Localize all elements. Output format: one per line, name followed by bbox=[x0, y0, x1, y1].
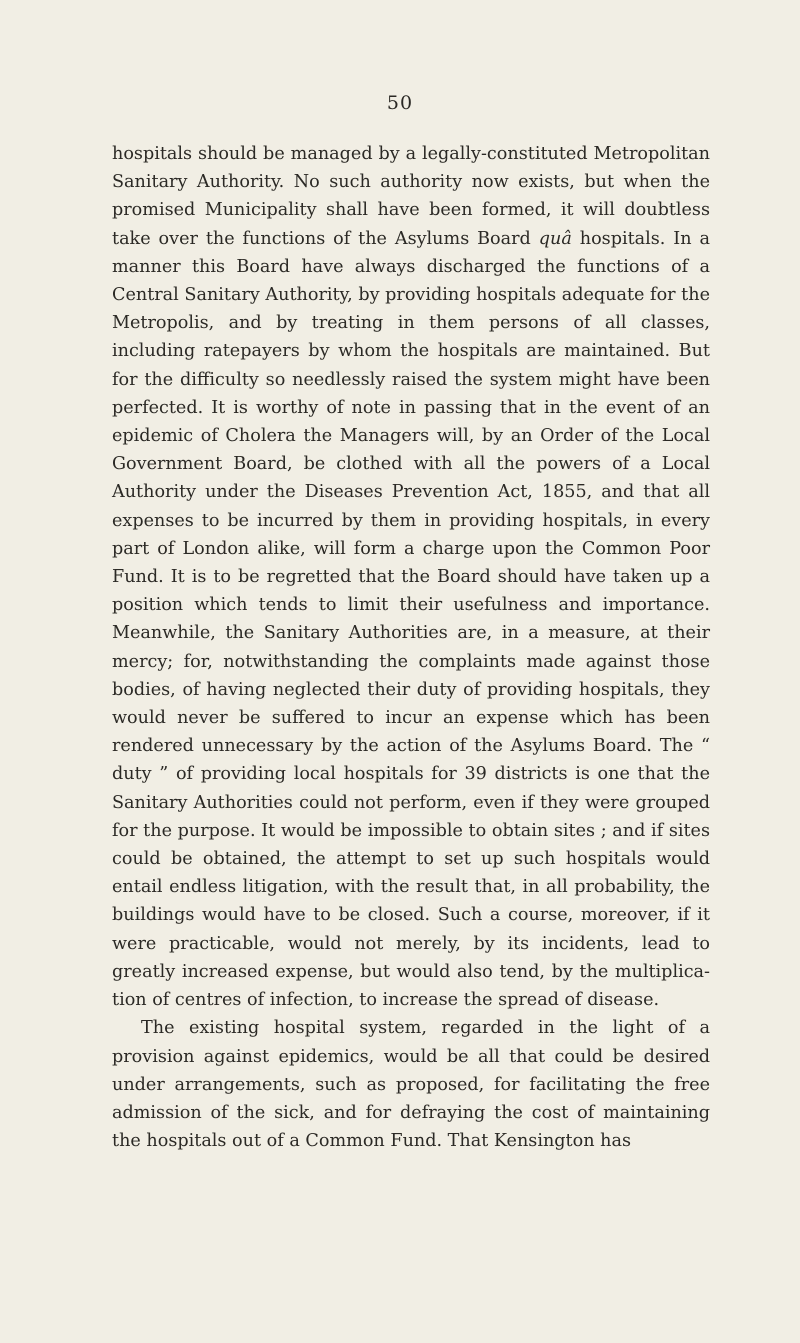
paragraph-1-text-b: hospitals. In a manner this Board have always discharged the functions of a Central Sanitary Authority, by providing hospitals adequate for the Metropolis, and by treating in them persons of all classes, including ratepayers by whom the hospitals are maintained. But for the difficulty so needlessly raised the system might have been perfected. It is worthy of note in passing that in the event of an epidemic of Cholera the Managers will, by an Order of the Local Government Board, be clothed with all the powers of a Local Authority under the Diseases Prevention Act, 1855, and that all expenses to be incurred by them in providing hospitals, in every part of London alike, will form a charge upon the Common Poor Fund. It is to be regretted that the Board should have taken up a position which tends to limit their usefulness and importance. Meanwhile, the Sanitary Authorities are, in a measure, at their mercy; for, notwithstanding the complaints made against those bodies, of having neglected their duty of providing hospitals, they would never be suffered to incur an expense which has been rendered unnecessary by the action of the Asylums Board. The “ duty ” of providing local hospitals for 39 districts is one that the Sanitary Authorities could not perform, even if they were grouped for the purpose. It would be impossible to obtain sites ; and if sites could be obtained, the attempt to set up such hospitals would entail endless litigation, with the result that, in all probability, the buildings would have to be closed. Such a course, moreover, if it were practicable, would not merely, by its incidents, lead to greatly increased expense, but would also tend, by the multiplication of centres of infection, to increase the spread of disease. bbox=[112, 228, 710, 1011]
paragraph-1 bbox=[112, 140, 710, 1014]
paragraph-1-italic: quâ bbox=[538, 228, 572, 249]
paragraph-1-text-a: hospitals should be managed by a legally-constituted Metropolitan Sanitary Authority. No such authority now exists, but when the promised Municipality shall have been formed, it will doubtless take over the functions of the Asylums Board bbox=[112, 144, 710, 249]
page-number: 50 bbox=[386, 92, 414, 114]
body-text bbox=[112, 140, 710, 1155]
paragraph-2: The existing hospital system, regarded in the light of a provision against epidemics, would be all that could be desired under arrangements, such as proposed, for facilitating the free admission of the sick, and for defraying the cost of maintaining the hospitals out of a Common Fund. That Kensington has bbox=[112, 1018, 710, 1152]
